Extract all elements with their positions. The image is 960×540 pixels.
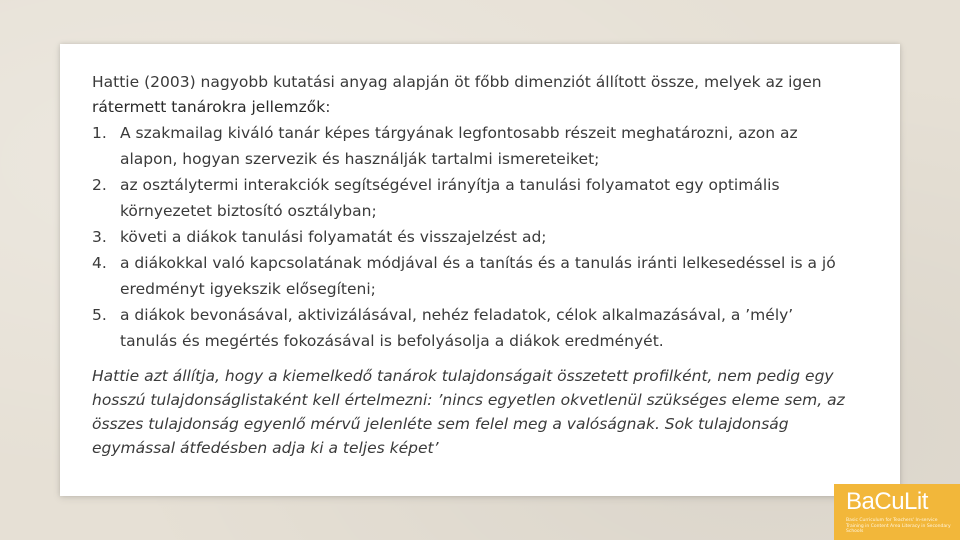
list-item: [92, 120, 852, 172]
intro-text: Hattie (2003) nagyobb kutatási anyag alapján öt főbb dimenziót állított össze, melyek az igen: [92, 73, 822, 91]
item-text: a diákok bevonásával, aktivizálásával, nehéz feladatok, célok alkalmazásával, a ’mély’ tanulás és megértés fokozásával is befolyásolja a diákok eredményét.: [120, 306, 794, 350]
item-number: 4.: [92, 254, 107, 272]
logo-tagline: Basic Curriculum for Teachers' In-service Training in Content Area Literacy in Secondary Schools: [846, 518, 951, 534]
logo-brand: BaCuLit: [846, 488, 928, 515]
list-item: [92, 250, 852, 302]
baculit-logo: [834, 484, 960, 540]
list-item: [92, 172, 852, 224]
list-item: [92, 302, 852, 354]
item-number: 5.: [92, 306, 107, 324]
closing-quote: Hattie azt állítja, hogy a kiemelkedő tanárok tulajdonságait összetett profilként, nem pedig egy hosszú tulajdonságlistaként kell értelmezni: ’nincs egyetlen okvetlenül szükséges eleme sem, az összes tulajdonság egyenlő mérvű jelenléte sem felel meg a valóságnak. Sok tulajdonság egymással átfedésben adja ki a teljes képet’: [92, 367, 845, 457]
intro-colon: :: [325, 98, 331, 116]
item-text: a diákokkal való kapcsolatának módjával és a tanítás és a tanulás iránti lelkesedéssel is a jó eredményt igyekszik elősegíteni;: [120, 254, 836, 298]
slide-content: [92, 70, 852, 460]
item-number: 3.: [92, 228, 107, 246]
item-text: A szakmailag kiváló tanár képes tárgyának legfontosabb részeit meghatározni, azon az alapon, hogyan szervezik és használják tartalmi ismereteiket;: [120, 124, 798, 168]
intro-paragraph: [92, 70, 852, 120]
dimension-list: [92, 120, 852, 354]
intro-highlight: rátermett tanárokra jellemzők: [92, 98, 326, 116]
list-item: [92, 224, 852, 250]
item-text: az osztálytermi interakciók segítségével irányítja a tanulási folyamatot egy optimális környezetet biztosító osztályban;: [120, 176, 780, 220]
item-number: 1.: [92, 124, 107, 142]
item-text: követi a diákok tanulási folyamatát és visszajelzést ad;: [120, 228, 547, 246]
item-number: 2.: [92, 176, 107, 194]
